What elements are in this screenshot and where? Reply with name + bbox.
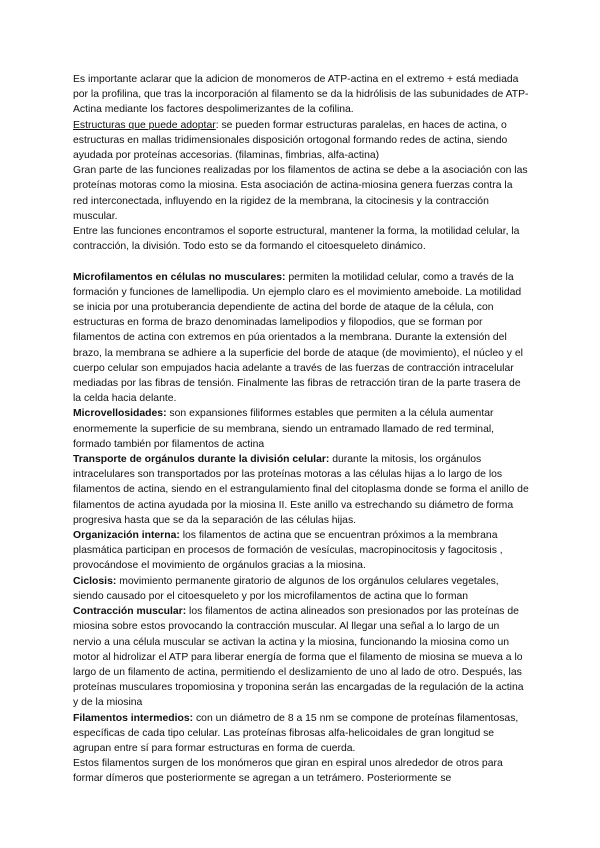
paragraph-text: movimiento permanente giratorio de algunos de los orgánulos celulares vegetales, siendo causado por el citoesqueleto y por los microfilamentos de actina que lo forman xyxy=(73,575,499,602)
paragraph-text: son expansiones filiformes estables que permiten a la célula aumentar enormemente la superficie de su membrana, siendo un entramado llamado de red terminal, formado también por filamentos de actina xyxy=(73,408,495,450)
bold-heading: Transporte de orgánulos durante la división celular: xyxy=(73,454,330,466)
paragraph-estructuras xyxy=(73,118,529,164)
paragraph-funciones-miosina xyxy=(73,163,529,224)
bold-heading: Microvellosidades: xyxy=(73,408,167,420)
paragraph-text: : se pueden formar estructuras paralelas, en haces de actina, o estructuras en mallas tridimensionales disposición ortogonal formando redes de actina, siendo ayudada por proteínas accesorias. (filaminas, fimbrias, alfa-actina) xyxy=(73,119,508,162)
underlined-heading: Estructuras que puede adoptar xyxy=(73,119,216,131)
paragraph-text: permiten la motilidad celular, como a través de la formación y funciones de lamellipodia. Un ejemplo claro es el movimiento ameboide. La motilidad se inicia por una protuberancia dependiente de actina del borde de ataque de la célula, con estructuras en forma de brazo denominadas lamelipodios y filopodios, que se forman por filamentos de actina con extremos en púa orientados a la membrana. Durante la extensión del brazo, la membrana se adhiere a la superficie del borde de ataque (de movimiento), el núcleo y el cuerpo celular son empujados hacia adelante a través de las fuerzas de contracción intracelular mediadas por las fibras de tensión. Finalmente las fibras de retracción tiran de la parte trasera de la celda hacia delante. xyxy=(73,271,523,405)
bold-heading: Ciclosis: xyxy=(73,575,117,587)
paragraph-monomeros xyxy=(73,756,529,786)
paragraph-transporte xyxy=(73,452,529,528)
blank-line xyxy=(73,254,529,269)
bold-heading: Microfilamentos en células no musculares: xyxy=(73,271,286,283)
paragraph-text: Es importante aclarar que la adicion de monomeros de ATP-actina en el extremo + está mediada por la profilina, que tras la incorporación al filamento se da la hidrólisis de las subunidades de ATP-Actina mediante los factores despolimerizantes de la cofilina. xyxy=(73,74,529,116)
paragraph-text: durante la mitosis, los orgánulos intracelulares son transportados por las proteínas motoras a las células hijas a lo largo de los filamentos de actina, siendo en el estrangulamiento final del citoplasma donde se forma el anillo de filamentos de actina ayudada por la miosina II. Este anillo va estrechando su diámetro de forma progresiva hasta que se da la separación de las células hijas. xyxy=(73,454,529,526)
bold-heading: Organización interna: xyxy=(73,530,180,542)
paragraph-text: con un diámetro de 8 a 15 nm se compone de proteínas filamentosas, específicas de cada tipo celular. Las proteínas fibrosas alfa-helicoidales de gran longitud se agrupan entre sí para formar estructuras en forma de cuerda. xyxy=(73,712,519,754)
paragraph-ciclosis xyxy=(73,574,529,604)
paragraph-atp-actina xyxy=(73,72,529,118)
paragraph-organizacion xyxy=(73,528,529,574)
paragraph-text: los filamentos de actina alineados son presionados por las proteínas de miosina sobre estos provocando la contracción muscular. Al llegar una señal a lo largo de un nervio a una célula muscular se activan la actina y la miosina, funcionando la miosina como un motor al hidrolizar el ATP para liberar energía de forma que el filamento de miosina se mueva a lo largo de un filamento de actina, permitiendo el deslizamiento de uno al lado de otro. Después, las proteínas musculares tropomiosina y troponina serán las encargadas de la regulación de la actina y de la miosina xyxy=(73,606,524,709)
paragraph-funciones xyxy=(73,224,529,254)
paragraph-microvellosidades xyxy=(73,406,529,452)
bold-heading: Contracción muscular: xyxy=(73,606,187,618)
paragraph-text: Estos filamentos surgen de los monómeros que giran en espiral unos alrededor de otros para formar dímeros que posteriormente se agregan a un tetrámero. Posteriormente se xyxy=(73,758,503,785)
paragraph-text: los filamentos de actina que se encuentran próximos a la membrana plasmática participan en procesos de formación de vesículas, macropinocitosis y fagocitosis , provocándose el movimiento de orgánulos gracias a la miosina. xyxy=(73,530,503,572)
paragraph-filamentos-intermedios xyxy=(73,711,529,757)
document-body xyxy=(73,72,529,787)
paragraph-text: Entre las funciones encontramos el soporte estructural, mantener la forma, la motilidad celular, la contracción, la división. Todo esto se da formando el citoesqueleto dinámico. xyxy=(73,226,520,253)
paragraph-contraccion xyxy=(73,604,529,710)
paragraph-text: Gran parte de las funciones realizadas por los filamentos de actina se debe a la asociación con las proteínas motoras como la miosina. Esta asociación de actina-miosina genera fuerzas contra la red interconectada, influyendo en la rigidez de la membrana, la citocinesis y la contracción muscular. xyxy=(73,165,528,222)
bold-heading: Filamentos intermedios: xyxy=(73,712,194,724)
paragraph-microfilamentos xyxy=(73,270,529,407)
